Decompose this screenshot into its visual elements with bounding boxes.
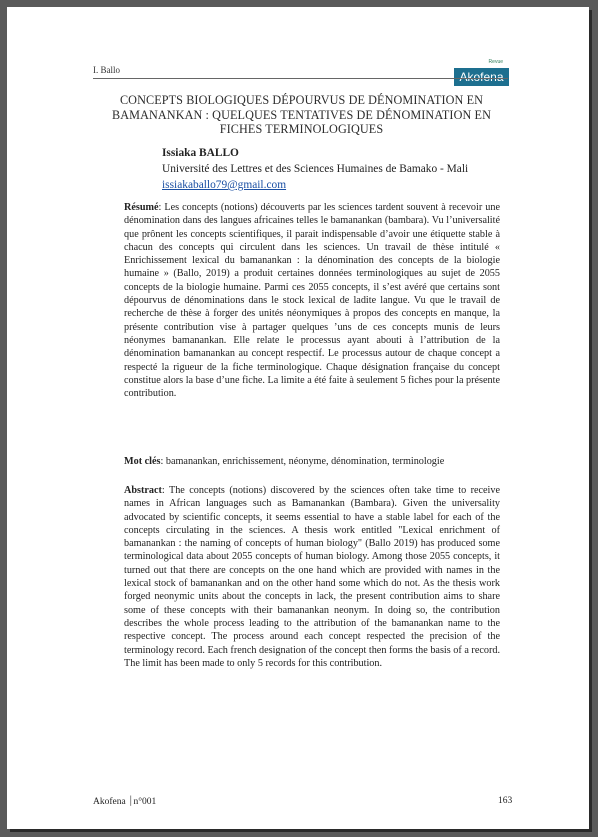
abstract-paragraph bbox=[124, 484, 500, 670]
footer-journal: Akofena ⏐n°001 bbox=[93, 797, 157, 807]
running-header-author: I. Ballo bbox=[93, 65, 120, 75]
keywords-label: Mot clés bbox=[124, 456, 161, 467]
paper-page bbox=[7, 7, 589, 829]
header-divider bbox=[93, 78, 508, 79]
author-email-link[interactable]: issiakaballo79@gmail.com bbox=[162, 179, 287, 191]
keywords-paragraph bbox=[124, 455, 500, 468]
resume-label: Résumé bbox=[124, 202, 159, 213]
author-affiliation: Université des Lettres et des Sciences Humaines de Bamako - Mali bbox=[162, 163, 469, 175]
logo-main-text: Akofena bbox=[454, 68, 509, 86]
resume-text: : Les concepts (notions) découverts par les sciences tardent souvent à recevoir une dénomination dans des langues africaines telles le bamanankan (bambara). Vu l’universalité que prônent les concepts scientifiques, il parait indispensable d’avoir une étiquette stable à chacun des concepts qui circulent dans les sciences. Un travail de thèse intitulé « Enrichissement lexical du bamanankan : la dénomination des concepts de la biologie humaine » (Ballo, 2019) a produit certaines données terminologiques au sujet de 2055 concepts de la biologie humaine. Parmi ces 2055 concepts, il s’est avéré que certains sont dépourvus de dénominations dans le stock lexical de ladite langue. Vu que le travail de recherche de thèse à forger des unités néonymiques à propos des concepts en manque, la présente contribution vise à partager quelques ’uns de ces concepts munis de leurs néonymes bamanankan. Elle relate le processus ayant abouti à l’attribution de la dénomination bamanankan au concept respectif. Le processus autour de chaque concept a respecté la rigueur de la fiche terminologique. Chaque désignation française du concept constitue alors la base d’une fiche. La limite a été faite à seulement 5 fiches pour la présente contribution. bbox=[124, 202, 500, 400]
logo-small-text: Revue bbox=[488, 59, 503, 65]
abstract-text: : The concepts (notions) discovered by the sciences often take time to receive names in African languages such as Bamanankan (Bambara). Given the universality advocated by scientific concepts, it seems essential to have a stable label for each of the concepts circulating in the sciences. A thesis work entitled "Lexical enrichment of bamanankan : the naming of concepts of human biology" (Ballo 2019) has produced some terminological data about 2055 concepts of human biology. Among those 2055 concepts, it turned out that there are concepts on the one hand which are provided with names in the lexical stock of bamanankan and on the other hand some which do not. As the thesis work forged neonymic units about the concepts in lack, the present contribution aims to share some of these concepts with their bamanankan neonym. In doing so, the contribution describes the whole process leading to the attribution of the bamanankan name to the respective concept. The process around each concept respected the precision of the terminology record. Each french designation of the concept then forms the basis of a record. The limit has been made to only 5 records for this contribution. bbox=[124, 485, 500, 669]
paper-title: CONCEPTS BIOLOGIQUES DÉPOURVUS DE DÉNOMINATION EN BAMANANKAN : QUELQUES TENTATIVES DE DÉNOMINATION EN FICHES TERMINOLOGIQUES bbox=[112, 93, 491, 136]
abstract-label: Abstract bbox=[124, 485, 162, 496]
page-number: 163 bbox=[498, 796, 513, 806]
keywords-text: : bamanankan, enrichissement, néonyme, dénomination, terminologie bbox=[160, 456, 445, 467]
resume-paragraph bbox=[124, 201, 500, 400]
author-name: Issiaka BALLO bbox=[162, 147, 239, 159]
akofena-logo bbox=[454, 59, 509, 91]
